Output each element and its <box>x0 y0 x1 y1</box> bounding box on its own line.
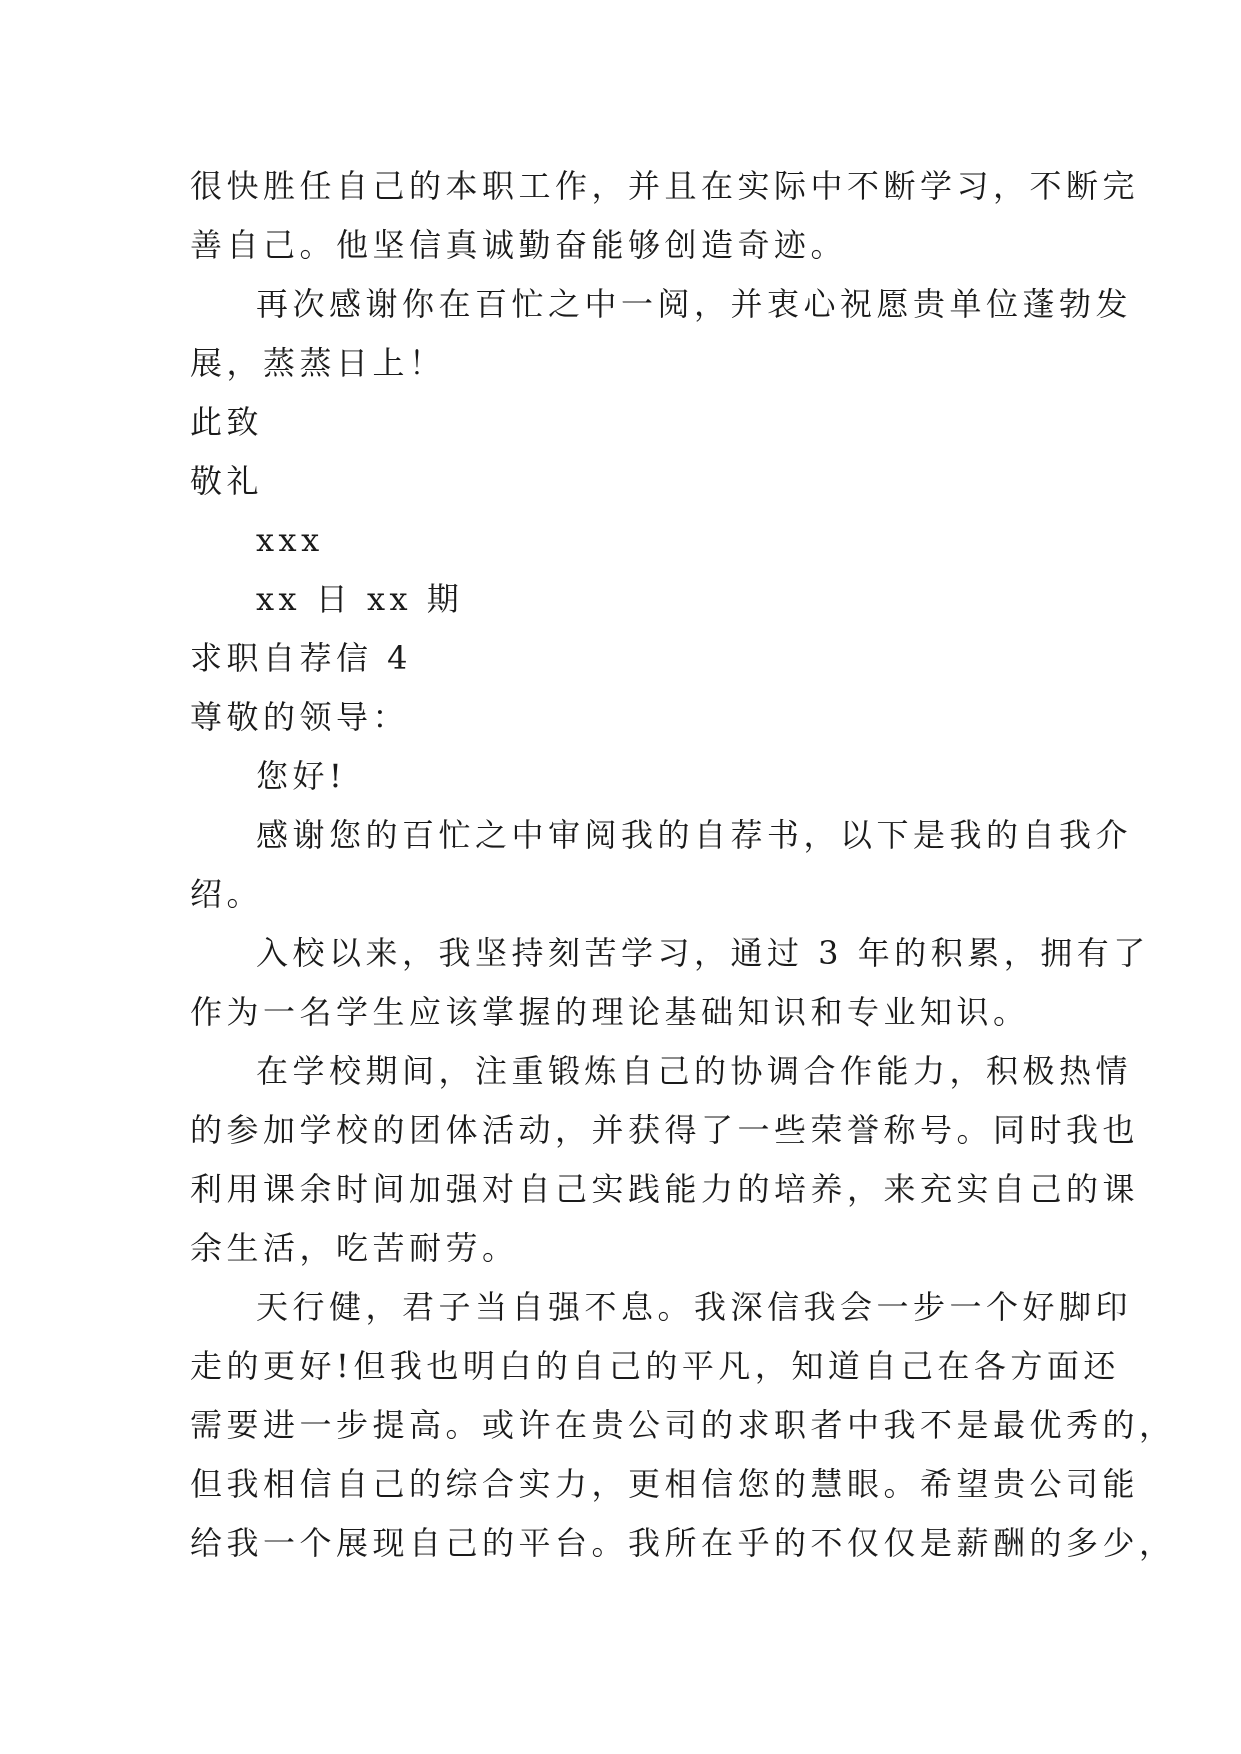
greeting: 您好! <box>256 757 347 795</box>
date-line: xx 日 xx 期 <box>256 580 464 618</box>
body-line: 的参加学校的团体活动，并获得了一些荣誉称号。同时我也 <box>190 1111 1140 1149</box>
body-line: 感谢您的百忙之中审阅我的自荐书，以下是我的自我介 <box>256 816 1133 854</box>
body-line: 利用课余时间加强对自己实践能力的培养，来充实自己的课 <box>190 1170 1140 1208</box>
section-title: 求职自荐信 4 <box>190 639 413 677</box>
body-line: 作为一名学生应该掌握的理论基础知识和专业知识。 <box>190 993 1030 1031</box>
body-line: 走的更好!但我也明白的自己的平凡，知道自己在各方面还 <box>190 1347 1120 1385</box>
body-line: 入校以来，我坚持刻苦学习，通过 3 年的积累，拥有了 <box>256 934 1150 972</box>
body-line: 给我一个展现自己的平台。我所在乎的不仅仅是薪酬的多少， <box>190 1524 1176 1562</box>
closing-line: 此致 <box>190 403 264 441</box>
body-line: 善自己。他坚信真诚勤奋能够创造奇迹。 <box>190 226 848 264</box>
body-line: 展，蒸蒸日上！ <box>190 344 446 382</box>
body-line: 天行健，君子当自强不息。我深信我会一步一个好脚印 <box>256 1288 1133 1326</box>
body-line: 但我相信自己的综合实力，更相信您的慧眼。希望贵公司能 <box>190 1465 1140 1503</box>
closing-line: 敬礼 <box>190 462 264 500</box>
body-line: 需要进一步提高。或许在贵公司的求职者中我不是最优秀的， <box>190 1406 1176 1444</box>
body-line: 再次感谢你在百忙之中一阅，并衷心祝愿贵单位蓬勃发 <box>256 285 1133 323</box>
signature: xxx <box>256 521 324 559</box>
salutation: 尊敬的领导： <box>190 698 410 736</box>
body-line: 很快胜任自己的本职工作，并且在实际中不断学习，不断完 <box>190 167 1140 205</box>
body-line: 余生活，吃苦耐劳。 <box>190 1229 519 1267</box>
body-line: 绍。 <box>190 875 264 913</box>
body-line: 在学校期间，注重锻炼自己的协调合作能力，积极热情 <box>256 1052 1133 1090</box>
